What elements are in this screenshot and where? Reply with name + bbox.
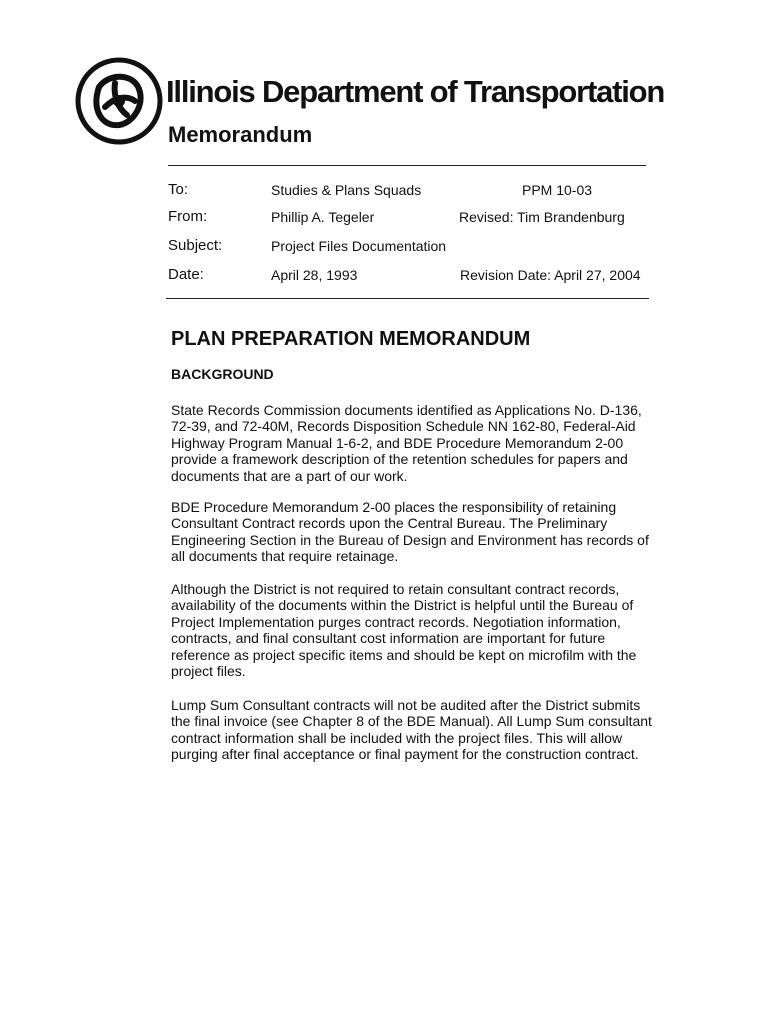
routing-divider	[166, 298, 649, 299]
agency-name: Illinois Department of Transportation	[166, 74, 665, 109]
body-paragraph: Although the District is not required to retain consultant contract records, availability of the documents within the District is helpful until the Bureau of Project Implementation purges contract records. Negotiation information, contracts, and final consultant cost information are important for future reference as project specific items and should be kept on microfilm with the project files.	[171, 581, 637, 680]
ppm-number: PPM 10-03	[522, 182, 593, 198]
revision-date: Revision Date: April 27, 2004	[460, 267, 641, 283]
subject-value: Project Files Documentation	[271, 238, 447, 254]
header-divider	[168, 165, 646, 166]
memo-type-title: Memorandum	[168, 122, 313, 147]
to-value: Studies & Plans Squads	[271, 182, 422, 198]
from-label: From:	[168, 208, 208, 225]
date-label: Date:	[168, 266, 204, 283]
date-value: April 28, 1993	[271, 267, 358, 283]
body-paragraph: State Records Commission documents identified as Applications No. D-136, 72-39, and 72-40M, Records Disposition Schedule NN 162-80, Federal-Aid Highway Program Manual 1-6-2, and BDE Procedure Memorandum 2-00 provide a framework description of the retention schedules for papers and documents that are a part of our work.	[171, 402, 642, 484]
idot-logo-icon	[75, 57, 163, 145]
document-title: PLAN PREPARATION MEMORANDUM	[171, 328, 531, 350]
to-label: To:	[168, 181, 189, 198]
section-heading: BACKGROUND	[171, 366, 274, 382]
body-paragraph: BDE Procedure Memorandum 2-00 places the responsibility of retaining Consultant Contract records upon the Central Bureau. The Preliminary Engineering Section in the Bureau of Design and Environment has records of all documents that require retainage.	[171, 499, 649, 565]
body-paragraph: Lump Sum Consultant contracts will not be audited after the District submits the final invoice (see Chapter 8 of the BDE Manual). All Lump Sum consultant contract information shall be included with the project files. This will allow purging after final acceptance or final payment for the construction contract.	[171, 697, 652, 763]
from-value: Phillip A. Tegeler	[271, 209, 375, 225]
revised-by: Revised: Tim Brandenburg	[459, 209, 625, 225]
subject-label: Subject:	[168, 237, 223, 254]
